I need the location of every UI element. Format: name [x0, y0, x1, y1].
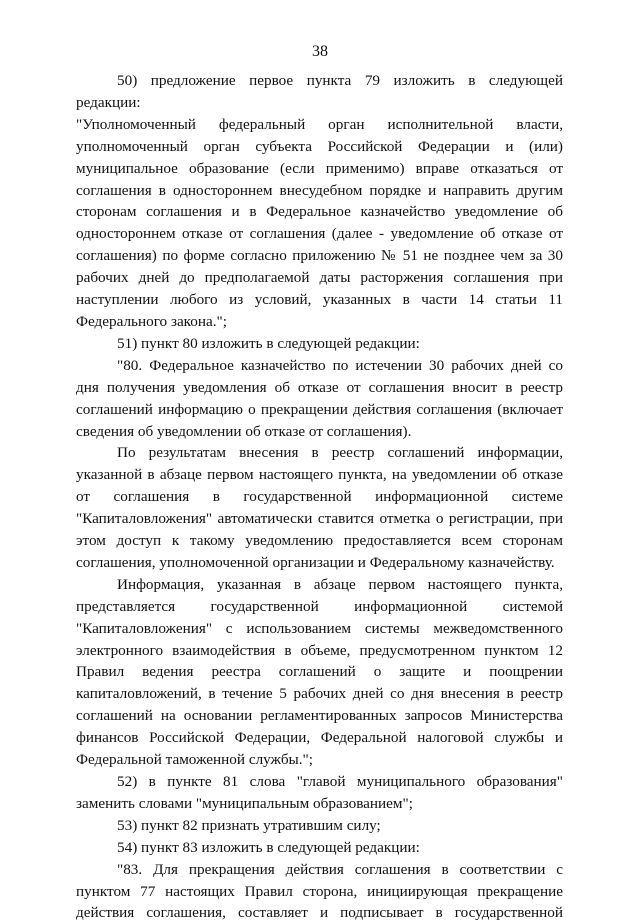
page-number: 38	[312, 43, 328, 60]
paragraph-80-clause: "80. Федеральное казначейство по истечении 30 рабочих дней со дня получения уведомления об отказе от соглашения вносит в реестр соглашений информацию о прекращении действия соглашения (включает сведения об уведомлении об отказе от соглашения).	[76, 356, 563, 440]
paragraph-50-quote: "Уполномоченный федеральный орган исполнительной власти, уполномоченный орган субъекта Российской Федерации и (или) муниципальное образование (если применимо) вправе отказаться от соглашения в одностороннем внесудебном порядке и направить другим сторонам соглашения и в Федеральное казначейство уведомление об одностороннем отказе от соглашения (далее - уведомление об отказе от соглашения) по форме согласно приложению № 51 не позднее чем за 30 рабочих дней до предполагаемой даты расторжения соглашения при наступлении любого из условий, указанных в части 14 статьи 11 Федерального закона.";	[76, 115, 563, 330]
paragraph-52: 52) в пункте 81 слова "главой муниципального образования" заменить словами "муниципальным образованием";	[76, 773, 563, 812]
paragraph-54: 54) пункт 83 изложить в следующей редакции:	[117, 838, 420, 856]
paragraph-50: 50) предложение первое пункта 79 изложить в следующей редакции:	[76, 72, 563, 111]
document-body	[76, 70, 563, 924]
paragraph-53: 53) пункт 82 признать утратившим силу;	[117, 816, 381, 834]
paragraph-80-information: Информация, указанная в абзаце первом настоящего пункта, представляется государственной информационной системой "Капиталовложения" с использованием системы межведомственного электронного взаимодействия в объеме, предусмотренном пунктом 12 Правил ведения реестра соглашений о защите и поощрении капиталовложений, в течение 5 рабочих дней со дня внесения в реестр соглашений на основании регламентированных запросов Министерства финансов Российской Федерации, Федеральной налоговой службы и Федеральной таможенной службы.";	[76, 575, 563, 769]
paragraph-83-clause: "83. Для прекращения действия соглашения в соответствии с пунктом 77 настоящих Правил сторона, инициирующая прекращение действия соглашения, составляет и подписывает в государственной	[76, 860, 563, 922]
paragraph-80-results: По результатам внесения в реестр соглашений информации, указанной в абзаце первом настоящего пункта, на уведомлении об отказе от соглашения в государственной информационной системе "Капиталовложения" автоматически ставится отметка о регистрации, при этом доступ к такому уведомлению предоставляется всем сторонам соглашения, уполномоченной организации и Федеральному казначейству.	[76, 444, 563, 571]
paragraph-51: 51) пункт 80 изложить в следующей редакции:	[117, 334, 420, 352]
